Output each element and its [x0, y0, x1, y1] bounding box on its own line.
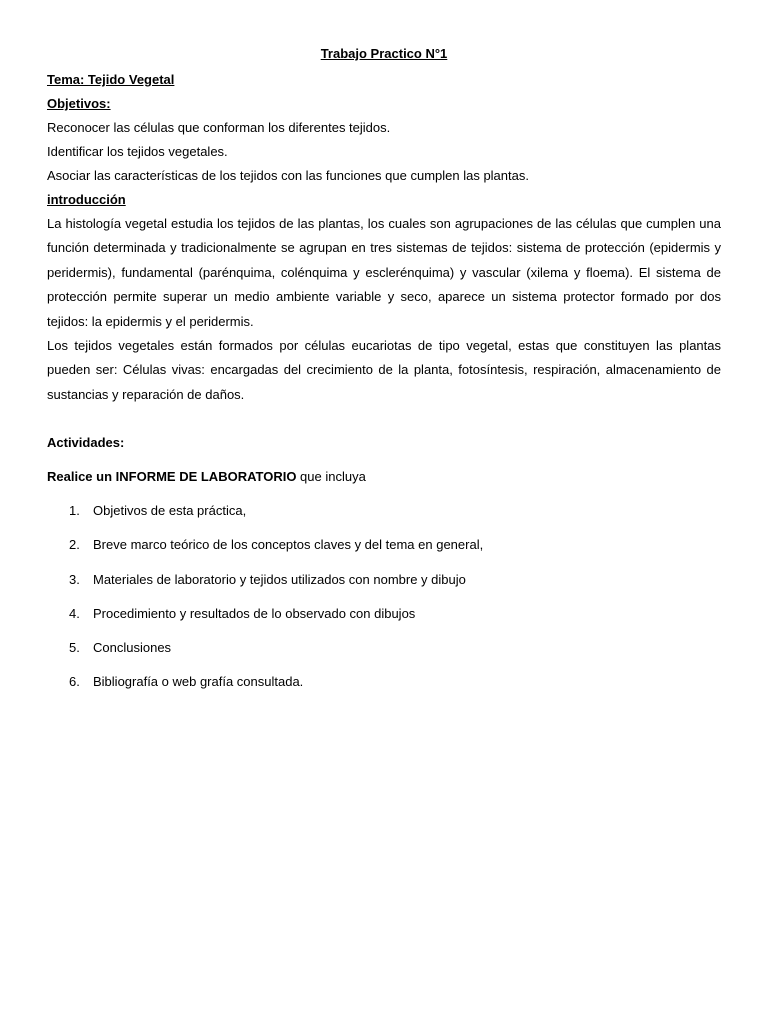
list-item: [47, 636, 721, 660]
introduccion-paragraph: Los tejidos vegetales están formados por células eucariotas de tipo vegetal, estas que constituyen las plantas pueden ser: Células vivas: encargadas del crecimiento de la planta, fotosíntesis, respiración, almacenamiento de sustancias y reparación de daños.: [47, 338, 721, 402]
objetivo-item: Identificar los tejidos vegetales.: [47, 144, 228, 159]
tema-heading: Tema: Tejido Vegetal: [47, 72, 175, 87]
instruction-prefix: Realice un: [47, 469, 116, 485]
list-item-number: 4.: [69, 605, 80, 621]
objetivos-heading: Objetivos:: [47, 96, 111, 111]
task-list: [47, 499, 721, 694]
list-item-number: 1.: [69, 503, 80, 519]
list-item-number: 5.: [69, 640, 80, 655]
list-item: [47, 602, 721, 626]
instruction-suffix: que incluya: [296, 469, 366, 485]
list-item: [47, 499, 721, 523]
list-item: [47, 670, 721, 694]
objetivo-item: Asociar las características de los tejidos con las funciones que cumplen las plantas.: [47, 168, 529, 183]
list-item-text: Conclusiones: [93, 640, 172, 655]
list-item-text: Procedimiento y resultados de lo observado con dibujos: [93, 605, 416, 621]
list-item-text: Breve marco teórico de los conceptos claves y del tema en general,: [93, 537, 484, 553]
list-item: [47, 568, 721, 592]
list-item-text: Objetivos de esta práctica,: [93, 503, 247, 519]
actividades-heading: Actividades:: [47, 435, 125, 451]
objetivo-item: Reconocer las células que conforman los diferentes tejidos.: [47, 120, 391, 135]
list-item-text: Bibliografía o web grafía consultada.: [93, 674, 304, 690]
introduccion-paragraph: La histología vegetal estudia los tejidos de las plantas, los cuales son agrupaciones de las células que cumplen una función determinada y tradicionalmente se agrupan en tres sistemas de tejidos: sistema de protección (epidermis y peridermis), fundamental (parénquima, colénquima y esclerénquima) y vascular (xilema y floema). El sistema de protección permite superar un medio ambiente variable y seco, aparece un sistema protector formado por dos tejidos: la epidermis y el peridermis.: [47, 216, 721, 329]
list-item-number: 3.: [69, 571, 80, 587]
instruction-bold-text: INFORME DE LABORATORIO: [115, 469, 297, 485]
document-page: [47, 44, 721, 704]
list-item: [47, 533, 721, 557]
list-item-text: Materiales de laboratorio y tejidos utilizados con nombre y dibujo: [93, 571, 466, 587]
list-item-number: 6.: [69, 674, 80, 690]
introduccion-heading: introducción: [47, 192, 126, 207]
list-item-number: 2.: [69, 537, 80, 553]
document-title: Trabajo Practico N°1: [320, 46, 448, 61]
actividades-instruction: [47, 465, 721, 489]
